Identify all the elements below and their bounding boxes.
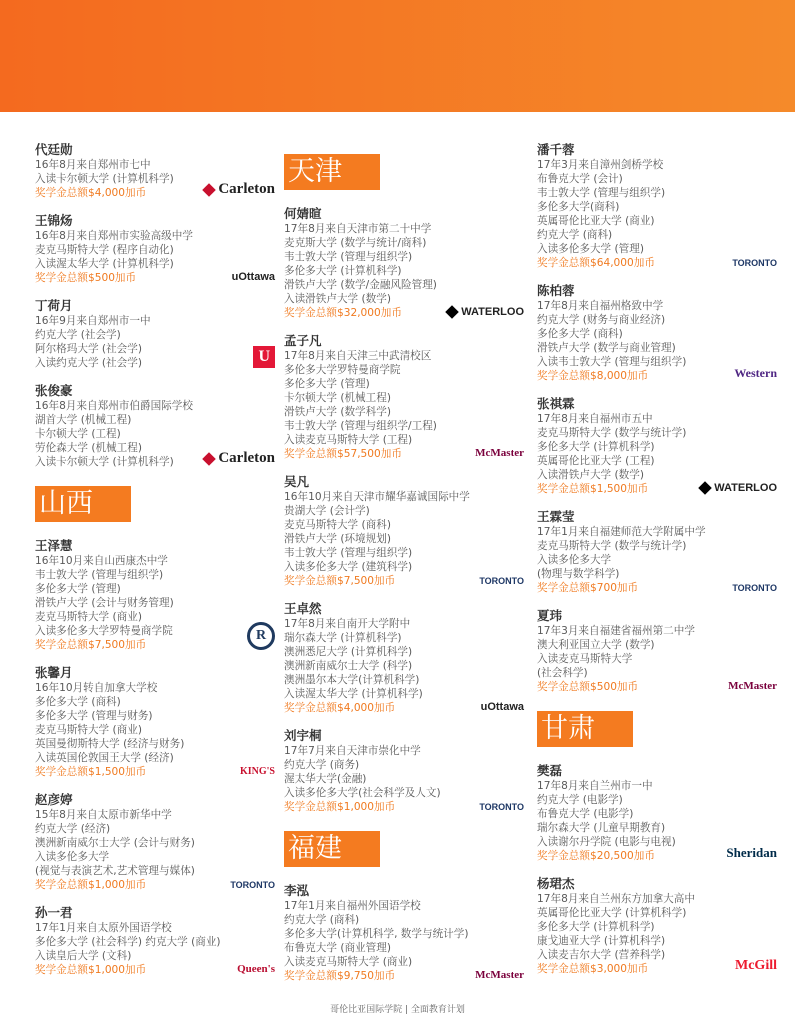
student-detail-line: 多伦多大学 (管理) [35, 583, 121, 595]
student-detail-line: 卡尔顿大学 (工程) [35, 428, 121, 440]
scholarship-amount: 奖学金总额$7,500加币 [35, 639, 147, 651]
student-detail-line: 贵湖大学 (会计学) [284, 505, 370, 517]
student-name: 樊磊 [537, 763, 563, 778]
student-detail-line: 16年8月来自郑州市伯爵国际学校 [35, 400, 193, 412]
student-detail-line: 澳洲悉尼大学 (计算机科学) [284, 646, 413, 658]
student-detail-line: 多伦多大学 (社会科学) 约克大学 (商业) [35, 936, 221, 948]
student-entry [35, 383, 275, 469]
scholarship-amount: 奖学金总额$1,000加币 [35, 879, 147, 891]
university-logo [475, 447, 524, 459]
footer-text: 哥伦比亚国际学院 | 全面教育计划 [330, 1005, 465, 1015]
scholarship-amount: 奖学金总额$57,500加币 [284, 448, 402, 460]
university-logo [479, 802, 524, 812]
sheridan-logo: Sheridan [726, 845, 777, 860]
student-detail-line: 约克大学 (商科) [284, 914, 360, 926]
student-detail-line: 多伦多大学 (计算机科学) [537, 441, 655, 453]
student-detail-line: 17年8月来自兰州东方加拿大高中 [537, 893, 695, 905]
student-detail-line: 多伦多大学罗特曼商学院 [284, 364, 401, 376]
york-logo: U [253, 346, 275, 368]
university-logo [203, 450, 275, 467]
scholarship-amount: 奖学金总额$64,000加币 [537, 257, 655, 269]
university-logo [247, 622, 275, 650]
student-detail-line: 17年8月来自兰州市一中 [537, 780, 653, 792]
student-detail-line: 入读多伦多大学 [537, 554, 612, 566]
student-entry [35, 905, 275, 977]
student-detail-line: 澳大利亚国立大学 (数学) [537, 639, 655, 651]
student-entry [284, 474, 524, 588]
student-detail-line: 入读多伦多大学罗特曼商学院 [35, 625, 173, 637]
student-detail-line: 英属哥伦比亚大学 (商业) [537, 215, 655, 227]
university-logo [230, 880, 275, 890]
student-detail-line: 入读多伦多大学 [35, 851, 110, 863]
student-entry [537, 142, 777, 270]
column-right [537, 142, 777, 989]
university-logo [203, 181, 275, 198]
student-detail-line: 劳伦森大学 (机械工程) [35, 442, 142, 454]
student-detail-line: 英属哥伦比亚大学 (工程) [537, 455, 655, 467]
student-name: 吴凡 [284, 474, 310, 489]
university-logo [237, 963, 275, 975]
student-detail-line: 17年1月来自福建师范大学附属中学 [537, 526, 706, 538]
student-name: 潘千蓉 [537, 142, 575, 157]
university-logo [475, 969, 524, 981]
student-entry [284, 728, 524, 814]
student-entry [284, 206, 524, 320]
mcmaster-logo: McMaster [475, 447, 524, 459]
student-detail-line: 多伦多大学 (计算机科学) [537, 921, 655, 933]
carleton-logo: Carleton [218, 181, 275, 197]
student-entry [284, 601, 524, 715]
carleton-logo: Carleton [218, 450, 275, 466]
student-detail-line: 入读滑铁卢大学 (数学) [537, 469, 644, 481]
university-logo [728, 680, 777, 692]
waterloo-shield-icon [445, 305, 459, 319]
uottawa-logo: uOttawa [480, 701, 524, 713]
scholarship-amount: 奖学金总额$7,500加币 [284, 575, 396, 587]
student-name: 赵彦婷 [35, 792, 73, 807]
student-entry [35, 538, 275, 652]
student-detail-line: 韦士敦大学 (管理与组织学) [35, 569, 164, 581]
student-detail-line: 滑铁卢大学 (数学科学) [284, 406, 391, 418]
student-detail-line: 麦克斯大学 (数学与统计/商科) [284, 237, 427, 249]
student-detail-line: 阿尔格玛大学 (社会学) [35, 343, 142, 355]
uottawa-logo: uOttawa [231, 271, 275, 283]
student-entry [537, 396, 777, 496]
student-detail-line: 多伦多大学 (商科) [35, 696, 121, 708]
student-name: 刘宇桐 [284, 728, 322, 743]
student-detail-line: 17年3月来自漳州剑桥学校 [537, 159, 664, 171]
student-detail-line: 韦士敦大学 (管理与组织学) [284, 547, 413, 559]
student-name: 王锦炀 [35, 213, 73, 228]
student-detail-line: 17年3月来自福建省福州第二中学 [537, 625, 695, 637]
student-detail-line: 16年8月来自郑州市实验高级中学 [35, 230, 193, 242]
student-detail-line: 16年10月来自山西康杰中学 [35, 555, 168, 567]
student-detail-line: 瑞尔森大学 (儿童早期教育) [537, 822, 666, 834]
scholarship-amount: 奖学金总额$1,000加币 [35, 964, 147, 976]
student-detail-line: 17年8月来自天津市第二十中学 [284, 223, 432, 235]
student-entry [537, 509, 777, 595]
student-detail-line: 滑铁卢大学 (数学/金融风险管理) [284, 279, 437, 291]
student-name: 杨珺杰 [537, 876, 575, 891]
student-detail-line: 多伦多大学 (计算机科学) [284, 265, 402, 277]
header-banner [0, 0, 795, 112]
region-heading: 甘肃 [537, 711, 633, 747]
student-detail-line: (社会科学) [537, 667, 588, 679]
student-detail-line: 入读渥太华大学 (计算机科学) [35, 258, 174, 270]
student-detail-line: 入读麦吉尔大学 (营养科学) [537, 949, 666, 961]
student-detail-line: 麦克马斯特大学 (商业) [35, 611, 142, 623]
student-detail-line: 16年10月来自天津市耀华嘉诚国际中学 [284, 491, 470, 503]
student-detail-line: 入读卡尔顿大学 (计算机科学) [35, 173, 174, 185]
student-detail-line: 17年8月来自福州市五中 [537, 413, 653, 425]
utoronto-logo: TORONTO [479, 802, 524, 812]
queens-logo: Queen's [237, 963, 275, 975]
student-detail-line: 17年7月来自天津市崇化中学 [284, 745, 421, 757]
student-name: 孟子凡 [284, 333, 322, 348]
student-detail-line: 湖首大学 (机械工程) [35, 414, 132, 426]
student-detail-line: 入读渥太华大学 (计算机科学) [284, 688, 423, 700]
student-name: 夏玮 [537, 608, 563, 623]
utoronto-logo: TORONTO [230, 880, 275, 890]
student-entry [35, 213, 275, 285]
student-name: 王霖莹 [537, 509, 575, 524]
university-logo [479, 576, 524, 586]
waterloo-logo: WATERLOO [714, 482, 777, 494]
university-logo [446, 306, 524, 318]
student-entry [35, 298, 275, 370]
student-name: 王卓然 [284, 601, 322, 616]
carleton-shield-icon [203, 183, 217, 197]
student-detail-line: 17年8月来自福州格致中学 [537, 300, 664, 312]
student-detail-line: 卡尔顿大学 (机械工程) [284, 392, 391, 404]
student-detail-line: 滑铁卢大学 (数学与商业管理) [537, 342, 676, 354]
waterloo-logo: WATERLOO [461, 306, 524, 318]
scholarship-amount: 奖学金总额$20,500加币 [537, 850, 655, 862]
student-detail-line: 17年8月来自天津三中武清校区 [284, 350, 432, 362]
student-name: 孙一君 [35, 905, 73, 920]
university-logo [735, 958, 777, 974]
scholarship-amount: 奖学金总额$1,000加币 [284, 801, 396, 813]
region-heading: 天津 [284, 154, 380, 190]
student-detail-line: 入读多伦多大学 (建筑科学) [284, 561, 413, 573]
university-logo [253, 346, 275, 368]
column-left [35, 142, 275, 990]
student-detail-line: 韦士敦大学 (管理与组织学) [284, 251, 413, 263]
student-name: 李泓 [284, 883, 310, 898]
student-detail-line: 澳洲新南威尔士大学 (科学) [284, 660, 413, 672]
student-detail-line: 麦克马斯特大学 (商业) [35, 724, 142, 736]
university-logo [699, 482, 777, 494]
utoronto-logo: TORONTO [732, 583, 777, 593]
student-detail-line: 渥太华大学(金融) [284, 773, 367, 785]
student-detail-line: 入读多伦多大学 (管理) [537, 243, 644, 255]
student-detail-line: 麦克马斯特大学 (商科) [284, 519, 391, 531]
student-detail-line: 多伦多大学(商科) [537, 201, 620, 213]
scholarship-amount: 奖学金总额$700加币 [537, 582, 639, 594]
student-name: 丁荷月 [35, 298, 73, 313]
student-detail-line: 17年1月来自福州外国语学校 [284, 900, 421, 912]
student-detail-line: 入读卡尔顿大学 (计算机科学) [35, 456, 174, 468]
student-detail-line: 入读麦克马斯特大学 (商业) [284, 956, 413, 968]
student-detail-line: (视觉与表演艺术,艺术管理与媒体) [35, 865, 195, 877]
scholarship-amount: 奖学金总额$500加币 [35, 272, 137, 284]
student-detail-line: 17年1月来自太原外国语学校 [35, 922, 172, 934]
student-detail-line: 滑铁卢大学 (环境规划) [284, 533, 391, 545]
mcgill-logo: McGill [735, 958, 777, 973]
student-entry [537, 608, 777, 694]
student-name: 王泽慧 [35, 538, 73, 553]
university-logo [734, 366, 777, 381]
scholarship-amount: 奖学金总额$32,000加币 [284, 307, 402, 319]
student-detail-line: 入读麦克马斯特大学 (工程) [284, 434, 413, 446]
student-detail-line: 滑铁卢大学 (会计与财务管理) [35, 597, 174, 609]
university-logo [240, 766, 275, 777]
student-detail-line: 16年10月转自加拿大学校 [35, 682, 158, 694]
student-name: 陈柏蓉 [537, 283, 575, 298]
student-entry [537, 283, 777, 383]
student-detail-line: 约克大学 (社会学) [35, 329, 121, 341]
student-entry [35, 665, 275, 779]
university-logo [232, 271, 275, 283]
student-name: 张俊豪 [35, 383, 73, 398]
student-detail-line: 入读皇后大学 (文科) [35, 950, 132, 962]
kings-college-logo: KING'S [239, 766, 275, 777]
student-detail-line: 入读滑铁卢大学 (数学) [284, 293, 391, 305]
student-detail-line: 韦士敦大学 (管理与组织学/工程) [284, 420, 437, 432]
student-detail-line: 入读多伦多大学(社会科学及人文) [284, 787, 441, 799]
student-name: 代廷勋 [35, 142, 73, 157]
student-entry [537, 763, 777, 863]
student-detail-line: 入读麦克马斯特大学 [537, 653, 633, 665]
scholarship-amount: 奖学金总额$500加币 [537, 681, 639, 693]
student-detail-line: 麦克马斯特大学 (数学与统计学) [537, 540, 687, 552]
student-detail-line: 入读韦士敦大学 (管理与组织学) [537, 356, 687, 368]
scholarship-amount: 奖学金总额$9,750加币 [284, 970, 396, 982]
student-entry [35, 792, 275, 892]
utoronto-logo: TORONTO [479, 576, 524, 586]
university-logo [732, 258, 777, 268]
student-entry [537, 876, 777, 976]
university-logo [481, 701, 524, 713]
student-detail-line: 韦士敦大学 (管理与组织学) [537, 187, 666, 199]
scholarship-amount: 奖学金总额$1,500加币 [537, 483, 649, 495]
student-entry [284, 333, 524, 461]
scholarship-amount: 奖学金总额$4,000加币 [284, 702, 396, 714]
scholarship-amount: 奖学金总额$1,500加币 [35, 766, 147, 778]
carleton-shield-icon [203, 452, 217, 466]
student-detail-line: 澳洲墨尔本大学(计算机科学) [284, 674, 420, 686]
utoronto-logo: TORONTO [732, 258, 777, 268]
student-detail-line: 约克大学 (财务与商业经济) [537, 314, 666, 326]
scholarship-amount: 奖学金总额$8,000加币 [537, 370, 649, 382]
student-detail-line: 入读英国伦敦国王大学 (经济) [35, 752, 174, 764]
student-entry [284, 883, 524, 983]
student-detail-line: (物理与数学科学) [537, 568, 620, 580]
student-name: 张馨月 [35, 665, 73, 680]
student-detail-line: 15年8月来自太原市新华中学 [35, 809, 172, 821]
student-name: 张祺霖 [537, 396, 575, 411]
mcmaster-logo: McMaster [475, 969, 524, 981]
student-detail-line: 康戈迪亚大学 (计算机科学) [537, 935, 666, 947]
student-detail-line: 英属哥伦比亚大学 (计算机科学) [537, 907, 687, 919]
student-detail-line: 16年8月来自郑州市七中 [35, 159, 151, 171]
student-detail-line: 多伦多大学 (管理) [284, 378, 370, 390]
student-detail-line: 瑞尔森大学 (计算机科学) [284, 632, 402, 644]
student-detail-line: 布鲁克大学 (电影学) [537, 808, 634, 820]
western-logo: Western [734, 366, 777, 380]
rotman-logo: R [247, 622, 275, 650]
student-detail-line: 麦克马斯特大学 (程序自动化) [35, 244, 174, 256]
student-detail-line: 多伦多大学(计算机科学, 数学与统计学) [284, 928, 469, 940]
student-detail-line: 16年9月来自郑州市一中 [35, 315, 151, 327]
student-detail-line: 布鲁克大学 (商业管理) [284, 942, 391, 954]
student-detail-line: 约克大学 (电影学) [537, 794, 623, 806]
student-detail-line: 约克大学 (商务) [284, 759, 360, 771]
student-detail-line: 多伦多大学 (管理与财务) [35, 710, 153, 722]
student-detail-line: 英国曼彻斯特大学 (经济与财务) [35, 738, 185, 750]
column-middle [284, 150, 524, 996]
student-detail-line: 约克大学 (经济) [35, 823, 111, 835]
student-entry [35, 142, 275, 200]
student-detail-line: 澳洲新南威尔士大学 (会计与财务) [35, 837, 195, 849]
student-detail-line: 17年8月来自南开大学附中 [284, 618, 411, 630]
student-detail-line: 入读谢尔丹学院 (电影与电视) [537, 836, 676, 848]
university-logo [732, 583, 777, 593]
student-name: 何婧暄 [284, 206, 322, 221]
region-heading: 福建 [284, 831, 380, 867]
student-detail-line: 约克大学 (商科) [537, 229, 613, 241]
student-detail-line: 麦克马斯特大学 (数学与统计学) [537, 427, 687, 439]
student-detail-line: 布鲁克大学 (会计) [537, 173, 623, 185]
waterloo-shield-icon [698, 481, 712, 495]
student-detail-line: 入读约克大学 (社会学) [35, 357, 142, 369]
scholarship-amount: 奖学金总额$3,000加币 [537, 963, 649, 975]
university-logo [726, 845, 777, 861]
mcmaster-logo: McMaster [728, 680, 777, 692]
student-detail-line: 多伦多大学 (商科) [537, 328, 623, 340]
scholarship-amount: 奖学金总额$4,000加币 [35, 187, 147, 199]
region-heading: 山西 [35, 486, 131, 522]
